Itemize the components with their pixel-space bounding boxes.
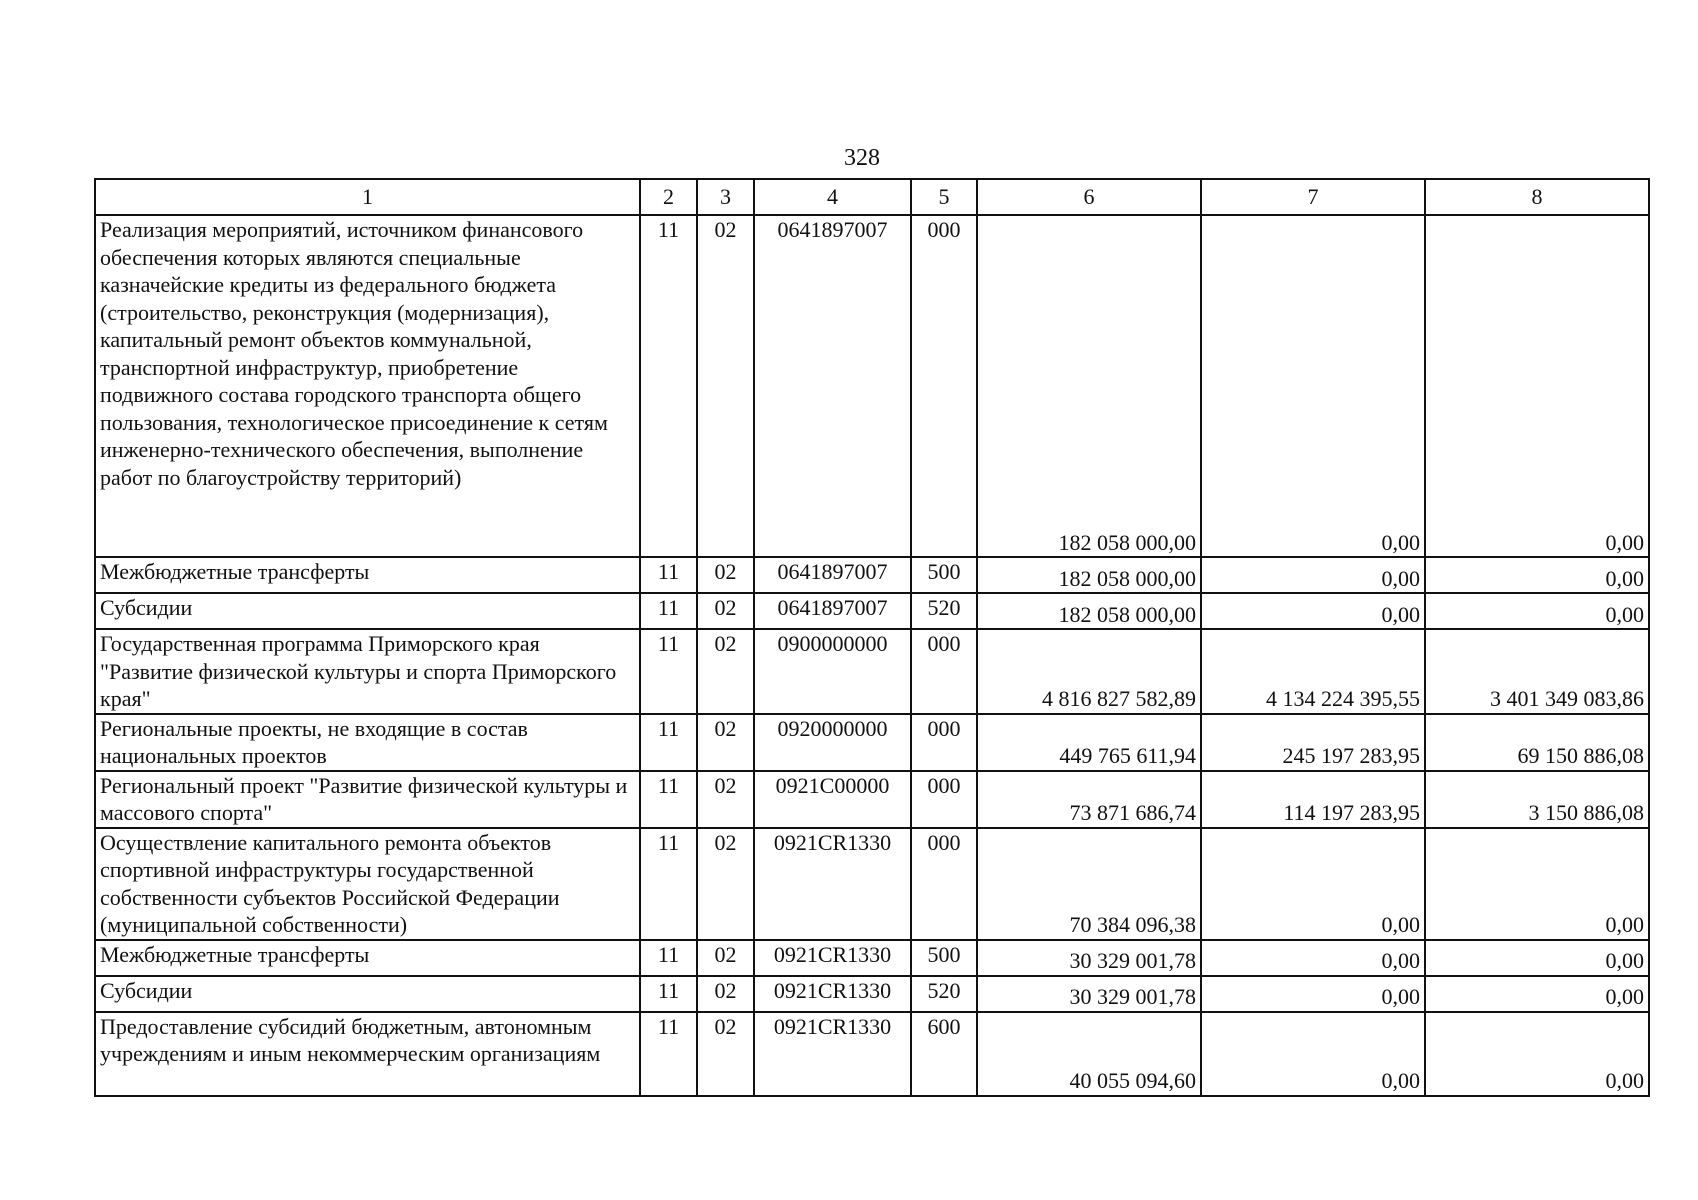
- row-amount-6: 182 058 000,00: [977, 215, 1201, 557]
- header-col-7: 7: [1201, 179, 1425, 215]
- header-col-8: 8: [1425, 179, 1649, 215]
- row-amount-6: 182 058 000,00: [977, 593, 1201, 629]
- row-subsection: 02: [697, 976, 754, 1012]
- row-amount-8: 0,00: [1425, 1012, 1649, 1096]
- table-row: [95, 976, 1649, 1012]
- header-col-2: 2: [640, 179, 697, 215]
- row-amount-6: 30 329 001,78: [977, 976, 1201, 1012]
- table-row: [95, 593, 1649, 629]
- row-expense-type: 000: [911, 828, 977, 940]
- table-row: [95, 771, 1649, 828]
- row-name: Государственная программа Приморского края "Развитие физической культуры и спорта Приморского края": [95, 629, 640, 714]
- row-amount-6: 182 058 000,00: [977, 557, 1201, 593]
- row-expense-type: 000: [911, 714, 977, 771]
- table-row: [95, 215, 1649, 557]
- header-col-3: 3: [697, 179, 754, 215]
- header-col-1: 1: [95, 179, 640, 215]
- page-number: 328: [844, 145, 880, 171]
- table-row: [95, 1012, 1649, 1096]
- table-row: [95, 940, 1649, 976]
- row-amount-6: 73 871 686,74: [977, 771, 1201, 828]
- row-amount-8: 0,00: [1425, 215, 1649, 557]
- row-amount-6: 4 816 827 582,89: [977, 629, 1201, 714]
- row-section: 11: [640, 215, 697, 557]
- row-name: Предоставление субсидий бюджетным, автономным учреждениям и иным некоммерческим организациям: [95, 1012, 640, 1096]
- row-target-code: 0900000000: [754, 629, 911, 714]
- row-section: 11: [640, 593, 697, 629]
- row-amount-7: 0,00: [1201, 828, 1425, 940]
- row-subsection: 02: [697, 1012, 754, 1096]
- row-amount-7: 0,00: [1201, 215, 1425, 557]
- row-section: 11: [640, 1012, 697, 1096]
- row-expense-type: 000: [911, 215, 977, 557]
- row-amount-8: 69 150 886,08: [1425, 714, 1649, 771]
- row-section: 11: [640, 940, 697, 976]
- row-expense-type: 500: [911, 557, 977, 593]
- row-subsection: 02: [697, 557, 754, 593]
- row-subsection: 02: [697, 771, 754, 828]
- row-amount-7: 114 197 283,95: [1201, 771, 1425, 828]
- row-amount-7: 4 134 224 395,55: [1201, 629, 1425, 714]
- row-amount-7: 0,00: [1201, 557, 1425, 593]
- row-target-code: 0641897007: [754, 215, 911, 557]
- row-name: Региональный проект "Развитие физической культуры и массового спорта": [95, 771, 640, 828]
- header-row: [95, 179, 1649, 215]
- row-target-code: 0641897007: [754, 593, 911, 629]
- row-section: 11: [640, 557, 697, 593]
- row-expense-type: 000: [911, 629, 977, 714]
- row-subsection: 02: [697, 629, 754, 714]
- row-subsection: 02: [697, 940, 754, 976]
- row-amount-8: 0,00: [1425, 828, 1649, 940]
- row-name: Реализация мероприятий, источником финансового обеспечения которых являются специальные казначейские кредиты из федерального бюджета (строительство, реконструкция (модернизация), капитальный ремонт объектов коммунальной, транспортной инфраструктур, приобретение подвижного состава городского транспорта общего пользования, технологическое присоединение к сетям инженерно-технического обеспечения, выполнение работ по благоустройству территорий): [95, 215, 640, 557]
- row-name: Региональные проекты, не входящие в состав национальных проектов: [95, 714, 640, 771]
- row-target-code: 0921CR1330: [754, 828, 911, 940]
- row-amount-8: 0,00: [1425, 593, 1649, 629]
- table-row: [95, 557, 1649, 593]
- row-target-code: 0921CR1330: [754, 1012, 911, 1096]
- header-col-4: 4: [754, 179, 911, 215]
- row-target-code: 0921CR1330: [754, 976, 911, 1012]
- row-target-code: 0641897007: [754, 557, 911, 593]
- row-name: Межбюджетные трансферты: [95, 940, 640, 976]
- table-row: [95, 629, 1649, 714]
- row-name: Межбюджетные трансферты: [95, 557, 640, 593]
- row-section: 11: [640, 714, 697, 771]
- header-col-5: 5: [911, 179, 977, 215]
- row-expense-type: 520: [911, 593, 977, 629]
- row-amount-6: 30 329 001,78: [977, 940, 1201, 976]
- row-amount-6: 449 765 611,94: [977, 714, 1201, 771]
- row-amount-8: 0,00: [1425, 976, 1649, 1012]
- row-section: 11: [640, 828, 697, 940]
- row-amount-8: 0,00: [1425, 557, 1649, 593]
- table-row: [95, 714, 1649, 771]
- row-subsection: 02: [697, 593, 754, 629]
- row-amount-7: 0,00: [1201, 976, 1425, 1012]
- row-section: 11: [640, 976, 697, 1012]
- row-amount-7: 0,00: [1201, 593, 1425, 629]
- row-name: Субсидии: [95, 976, 640, 1012]
- row-amount-8: 0,00: [1425, 940, 1649, 976]
- row-amount-7: 0,00: [1201, 940, 1425, 976]
- row-amount-8: 3 401 349 083,86: [1425, 629, 1649, 714]
- row-expense-type: 600: [911, 1012, 977, 1096]
- row-amount-7: 0,00: [1201, 1012, 1425, 1096]
- row-section: 11: [640, 629, 697, 714]
- row-amount-6: 70 384 096,38: [977, 828, 1201, 940]
- row-target-code: 0921C00000: [754, 771, 911, 828]
- row-amount-6: 40 055 094,60: [977, 1012, 1201, 1096]
- row-name: Осуществление капитального ремонта объектов спортивной инфраструктуры государственной собственности субъектов Российской Федерации (муниципальной собственности): [95, 828, 640, 940]
- row-subsection: 02: [697, 215, 754, 557]
- row-expense-type: 000: [911, 771, 977, 828]
- row-name: Субсидии: [95, 593, 640, 629]
- table-row: [95, 828, 1649, 940]
- header-col-6: 6: [977, 179, 1201, 215]
- row-amount-7: 245 197 283,95: [1201, 714, 1425, 771]
- row-section: 11: [640, 771, 697, 828]
- row-amount-8: 3 150 886,08: [1425, 771, 1649, 828]
- row-target-code: 0920000000: [754, 714, 911, 771]
- row-expense-type: 500: [911, 940, 977, 976]
- row-expense-type: 520: [911, 976, 977, 1012]
- budget-table: [94, 178, 1650, 1097]
- row-subsection: 02: [697, 828, 754, 940]
- row-subsection: 02: [697, 714, 754, 771]
- row-target-code: 0921CR1330: [754, 940, 911, 976]
